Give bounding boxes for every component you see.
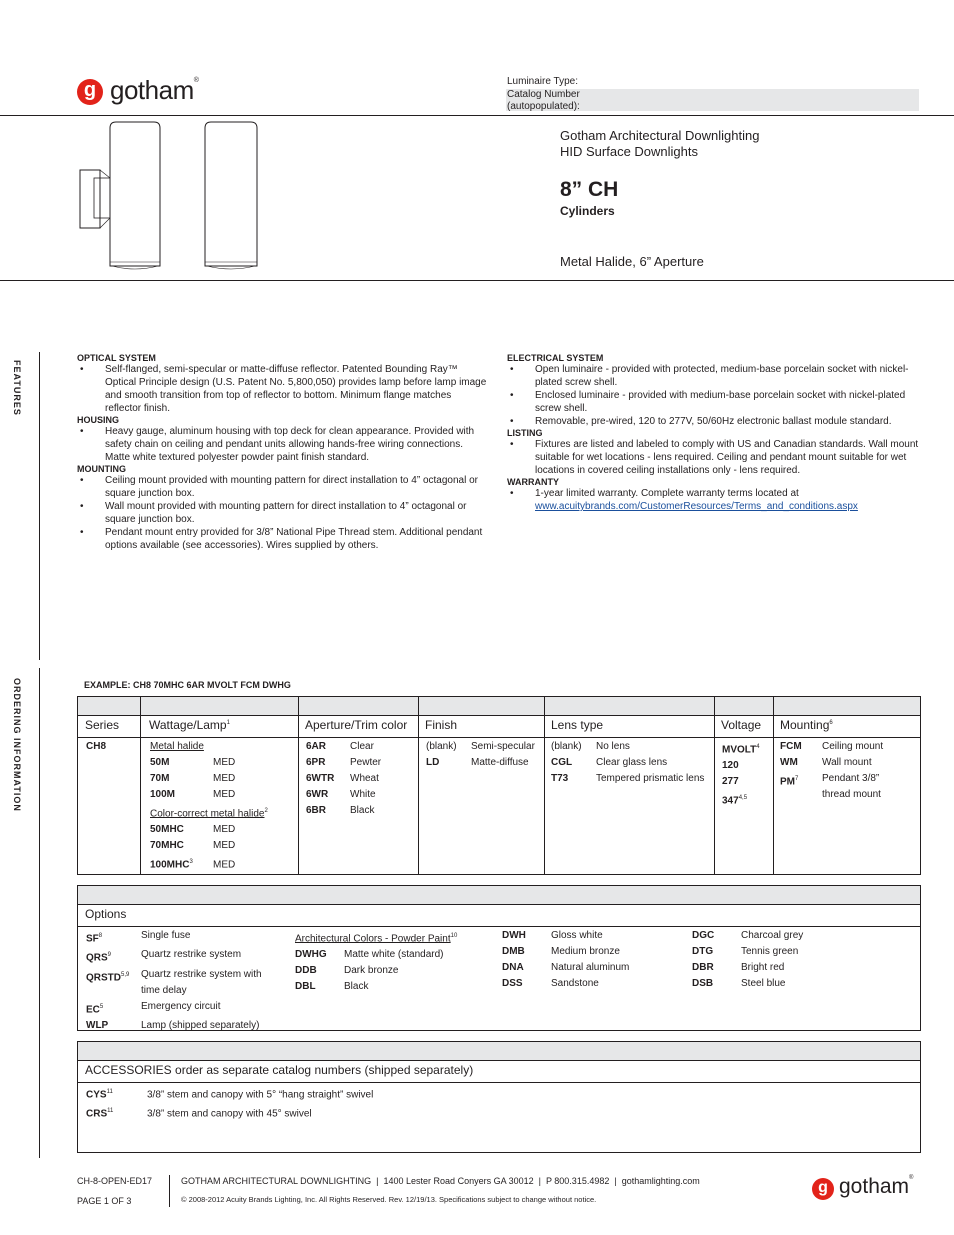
mounting-row: FCM Ceiling mount <box>780 741 884 752</box>
features-right <box>507 353 920 513</box>
wattage-row: 50MHC MED <box>150 824 236 836</box>
optical-item: • Self-flanged, semi-specular or matte-diffuse reflector. Patented Bounding Ray™ Optical Principle design (U.S. Patent No. 5,800,050) provides lamp before lamp image and smooth transition from top of reflector to bottom. Minimum flange matches reflector finish. <box>77 363 487 415</box>
product-line-2: HID Surface Downlights <box>560 144 698 159</box>
accessories-table <box>77 1041 921 1153</box>
wattage-row: 100MHC$^3$ MED <box>150 859 236 871</box>
lens-row: CGL Clear glass lens <box>551 757 668 768</box>
colors-list-b <box>502 928 682 992</box>
color-row: DSB Steel blue <box>692 978 786 989</box>
header-mounting: Mounting$^6$ <box>780 718 833 732</box>
voltage-row: MVOLT$^4$ <box>722 744 760 756</box>
header-rule-top <box>0 115 954 116</box>
finish-row: (blank) Semi-specular <box>426 741 535 752</box>
accessories-header: ACCESSORIES order as separate catalog numbers (shipped separately) <box>85 1063 474 1077</box>
logo-wordmark: gotham® <box>110 75 199 105</box>
options-header-rule <box>78 926 920 927</box>
header-wattage: Wattage/Lamp$^1$ <box>149 718 230 732</box>
ordering-table <box>77 696 921 875</box>
color-row: DWHG Matte white (standard) <box>295 949 444 961</box>
color-row: DTG Tennis green <box>692 946 799 957</box>
lens-row: T73 Tempered prismatic lens <box>551 773 705 784</box>
warranty-link[interactable]: www.acuitybrands.com/CustomerResources/Terms_and_conditions.aspx <box>535 501 858 512</box>
footer-address: GOTHAM ARCHITECTURAL DOWNLIGHTING | 1400 Lester Road Conyers GA 30012 | P 800.315.4982 | gothamlighting.com <box>181 1176 700 1186</box>
product-line-1: Gotham Architectural Downlighting <box>560 128 760 143</box>
option-row: $SF^8$ Single fuse <box>86 930 191 945</box>
warranty-title: WARRANTY <box>507 477 559 487</box>
option-row: QRSTD$^{5,9}$ Quartz restrike system with time delay <box>86 968 262 996</box>
wattage-row: 70M MED <box>150 773 236 784</box>
mounting-item: • Pendant mount entry provided for 3/8” National Pipe Thread stem. Additional pendant options available (see accessories). Wires supplied by others. <box>77 526 487 552</box>
option-row: $EC^5$ Emergency circuit <box>86 1000 221 1015</box>
finish-row: LD Matte-diffuse <box>426 757 529 768</box>
accessories-table-bar <box>78 1042 920 1061</box>
product-drawing <box>76 118 276 278</box>
finish-column <box>426 739 544 771</box>
accessories-header-rule <box>78 1082 920 1083</box>
electrical-title: ELECTRICAL SYSTEM <box>507 353 604 363</box>
metal-halide-heading: Metal halide <box>150 741 204 752</box>
ordering-table-bar <box>78 697 920 716</box>
warranty-item: • 1-year limited warranty. Complete warranty terms located at www.acuitybrands.com/CustomerResources/Terms_and_conditions.aspx <box>507 487 920 513</box>
footer-divider <box>169 1175 170 1207</box>
footer-copyright: © 2008-2012 Acuity Brands Lighting, Inc. All Rights Reserved. Rev. 12/19/13. Specifications subject to change without notice. <box>181 1195 597 1204</box>
housing-item: • Heavy gauge, aluminum housing with top deck for clean appearance. Provided with safety chain on ceiling and pendant units allowing hands-free wiring connections. Matte white textured polyester powder paint finish standard. <box>77 425 487 464</box>
series-code: CH8 <box>86 741 107 752</box>
product-subtitle: Cylinders <box>560 204 615 218</box>
electrical-item: • Enclosed luminaire - provided with medium-base porcelain socket with nickel-plated screw shell. <box>507 389 920 415</box>
color-row: DGC Charcoal grey <box>692 930 804 941</box>
accessories-list <box>86 1084 686 1123</box>
arch-colors-list <box>295 928 485 995</box>
mounting-item: • Ceiling mount provided with mounting pattern for direct installation to 4” octagonal or square junction box. <box>77 474 487 500</box>
mounting-row: $PM^7$ Pendant 3/8” thread mount <box>780 773 881 800</box>
header-finish: Finish <box>425 718 458 732</box>
lens-row: (blank) No lens <box>551 741 630 752</box>
housing-title: HOUSING <box>77 415 120 425</box>
mounting-column <box>780 739 918 803</box>
optical-title: OPTICAL SYSTEM <box>77 353 156 363</box>
color-row: DWH Gloss white <box>502 930 603 941</box>
catalog-number-field[interactable] <box>506 89 919 111</box>
wattage-row: 70MHC MED <box>150 840 236 852</box>
color-row: DBL Black <box>295 981 369 993</box>
features-left <box>77 353 487 552</box>
mounting-row: WM Wall mount <box>780 757 872 768</box>
logo-mark: g <box>77 79 103 105</box>
aperture-row: 6PR Pewter <box>306 757 382 768</box>
electrical-item: • Removable, pre-wired, 120 to 277V, 50/60Hz electronic ballast module standard. <box>507 415 920 428</box>
wattage-row: 50M MED <box>150 757 236 768</box>
sidebar-features-label: FEATURES <box>12 360 22 416</box>
sidebar-features <box>0 352 40 660</box>
autopopulated-label: (autopopulated): <box>507 101 580 112</box>
mounting-item: • Wall mount provided with mounting pattern for direct installation to 4” octagonal or square junction box. <box>77 500 487 526</box>
header-aperture: Aperture/Trim color <box>305 718 408 732</box>
mounting-title: MOUNTING <box>77 464 126 474</box>
footer-page: PAGE 1 OF 3 <box>77 1196 132 1206</box>
catalog-number-label: Catalog Number <box>507 89 580 100</box>
aperture-row: 6AR Clear <box>306 741 374 752</box>
accessory-row: CYS$^{11}$ 3/8” stem and canopy with 5° “hang straight” swivel <box>86 1089 374 1101</box>
accessory-row: CRS$^{11}$ 3/8” stem and canopy with 45° swivel <box>86 1108 312 1120</box>
product-model: 8” CH <box>560 178 619 201</box>
sidebar-ordering <box>0 668 40 1158</box>
voltage-row: 277 <box>722 776 739 788</box>
aperture-column <box>306 739 416 819</box>
color-correct-heading: Color-correct metal halide$^2$ <box>150 808 268 820</box>
option-row: QRS$^9$ Quartz restrike system <box>86 949 242 964</box>
color-row: DMB Medium bronze <box>502 946 620 957</box>
voltage-column <box>722 739 772 810</box>
options-table-bar <box>78 886 920 905</box>
option-row: WLP Lamp (shipped separately) <box>86 1019 260 1031</box>
footer-logo-wordmark: gotham® <box>839 1175 914 1198</box>
header-rule-bottom <box>0 280 954 281</box>
footer-doc-id: CH-8-OPEN-ED17 <box>77 1176 153 1186</box>
colors-list-c <box>692 928 872 992</box>
arch-colors-heading: Architectural Colors - Powder Paint$^{10}$ <box>295 933 458 945</box>
options-list <box>86 928 286 1034</box>
aperture-row: 6BR Black <box>306 805 375 816</box>
color-row: DNA Natural aluminum <box>502 962 630 973</box>
aperture-row: 6WR White <box>306 789 376 800</box>
listing-title: LISTING <box>507 428 543 438</box>
voltage-row: 347$^{4,5}$ <box>722 795 748 807</box>
wattage-column <box>150 739 295 874</box>
color-row: DBR Bright red <box>692 962 785 973</box>
ordering-example: EXAMPLE: CH8 70MHC 6AR MVOLT FCM DWHG <box>84 680 291 690</box>
lens-column <box>551 739 714 787</box>
header-voltage: Voltage <box>721 718 762 732</box>
options-header: Options <box>85 907 127 921</box>
header-series: Series <box>85 718 120 732</box>
sidebar-ordering-label: ORDERING INFORMATION <box>12 678 22 812</box>
product-lamp: Metal Halide, 6” Aperture <box>560 254 704 269</box>
luminaire-type-label: Luminaire Type: <box>507 76 578 87</box>
aperture-row: 6WTR Wheat <box>306 773 379 784</box>
voltage-row: 120 <box>722 760 739 772</box>
wattage-row: 100M MED <box>150 789 236 800</box>
footer-logo-mark: g <box>812 1178 834 1200</box>
listing-item: • Fixtures are listed and labeled to comply with US and Canadian standards. Wall mount suitable for wet locations - lens required. Ceiling and pendant mount suitable for wet locations in covered ceiling installations only - lens required. <box>507 438 920 477</box>
color-row: DDB Dark bronze <box>295 965 399 977</box>
options-table <box>77 885 921 1031</box>
color-row: DSS Sandstone <box>502 978 599 989</box>
ordering-header-rule <box>78 737 920 738</box>
header-lens: Lens type <box>551 718 604 732</box>
electrical-item: • Open luminaire - provided with protected, medium-base porcelain socket with nickel-plated screw shell. <box>507 363 920 389</box>
